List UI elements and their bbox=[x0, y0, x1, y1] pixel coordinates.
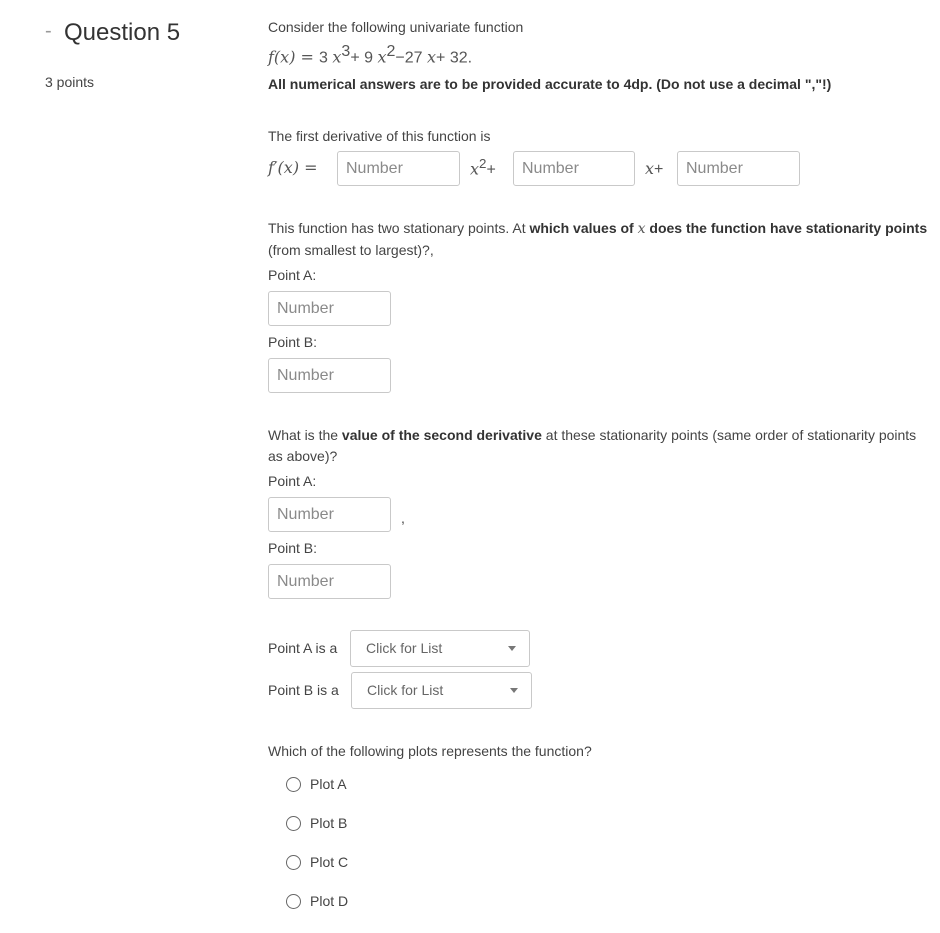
derivative-prompt: The first derivative of this function is bbox=[268, 128, 491, 144]
second-derivative-point-b-input[interactable] bbox=[268, 564, 391, 599]
plot-b-radio[interactable] bbox=[286, 816, 301, 831]
derivative-constant-input[interactable] bbox=[677, 151, 800, 186]
op-2: − bbox=[395, 49, 405, 67]
coef-2: 9 bbox=[364, 49, 374, 67]
derivative-coef-x-input[interactable] bbox=[513, 151, 635, 186]
function-formula bbox=[268, 43, 472, 67]
function-lhs: f(x) = bbox=[268, 47, 320, 67]
accuracy-note: All numerical answers are to be provided accurate to 4dp. (Do not use a decimal ","!) bbox=[268, 76, 832, 92]
coef-1: 27 bbox=[404, 49, 423, 67]
second-derivative-point-a-label: Point A: bbox=[268, 473, 317, 489]
derivative-term-x2 bbox=[470, 156, 496, 179]
stationary-point-b-input[interactable] bbox=[268, 358, 391, 393]
stationary-prompt-post: (from smallest to largest)?, bbox=[268, 242, 434, 258]
derivative-plus-1: + bbox=[486, 161, 496, 179]
classification-point-a-label: Point A is a bbox=[268, 640, 338, 656]
derivative-plus-2: + bbox=[654, 161, 664, 178]
chevron-down-icon bbox=[510, 688, 518, 693]
stationary-prompt-var: x bbox=[637, 221, 646, 237]
var-2: x bbox=[377, 47, 387, 67]
chevron-down-icon bbox=[508, 646, 516, 651]
derivative-term-x bbox=[645, 159, 663, 179]
stationary-point-b-label: Point B: bbox=[268, 334, 318, 350]
classification-point-b-label: Point B is a bbox=[268, 682, 339, 698]
second-derivative-separator: , bbox=[401, 510, 405, 526]
derivative-coef-x2-input[interactable] bbox=[337, 151, 460, 186]
stationary-prompt-bold2: does the function have stationarity points bbox=[645, 220, 928, 236]
plot-c-radio[interactable] bbox=[286, 855, 301, 870]
plots-prompt: Which of the following plots represents the function? bbox=[268, 743, 592, 759]
second-derivative-prompt-post: at these stationarity points (same order of stationarity points as above)? bbox=[268, 427, 917, 464]
plot-d-label[interactable]: Plot D bbox=[310, 893, 349, 909]
derivative-exp-2: 2 bbox=[479, 156, 487, 171]
plot-c-label[interactable]: Plot C bbox=[310, 854, 349, 870]
op-3: + bbox=[436, 49, 446, 67]
plot-b-label[interactable]: Plot B bbox=[310, 815, 348, 831]
classification-point-a-value: Click for List bbox=[366, 640, 443, 656]
exp-3: 3 bbox=[341, 43, 351, 60]
coef-0: 32. bbox=[449, 49, 473, 67]
second-derivative-point-b-label: Point B: bbox=[268, 540, 318, 556]
classification-point-a-select[interactable] bbox=[350, 630, 530, 667]
second-derivative-point-a-input[interactable] bbox=[268, 497, 391, 532]
op-1: + bbox=[350, 49, 360, 67]
classification-point-b-value: Click for List bbox=[367, 682, 444, 698]
plot-a-label[interactable]: Plot A bbox=[310, 776, 347, 792]
collapse-dash[interactable]: - bbox=[45, 20, 52, 42]
stationary-point-a-label: Point A: bbox=[268, 267, 317, 283]
derivative-var-x2: x bbox=[470, 159, 480, 179]
stationary-prompt-pre: This function has two stationary points. At bbox=[268, 220, 530, 236]
plot-d-radio[interactable] bbox=[286, 894, 301, 909]
second-derivative-prompt-bold: value of the second derivative bbox=[341, 427, 542, 443]
stationary-point-a-input[interactable] bbox=[268, 291, 391, 326]
derivative-var-x: x bbox=[645, 159, 655, 178]
stationary-prompt-bold1: which values of bbox=[529, 220, 638, 236]
plot-a-radio[interactable] bbox=[286, 777, 301, 792]
question-title: Question 5 bbox=[64, 19, 181, 46]
intro-text: Consider the following univariate function bbox=[268, 19, 524, 35]
second-derivative-prompt bbox=[268, 425, 928, 467]
var-3: x bbox=[332, 47, 342, 67]
second-derivative-prompt-pre: What is the bbox=[268, 427, 342, 443]
coef-3: 3 bbox=[319, 49, 328, 67]
question-points: 3 points bbox=[45, 74, 95, 90]
var-1: x bbox=[427, 47, 437, 67]
stationary-prompt bbox=[268, 218, 928, 261]
derivative-lhs: f′(x) = bbox=[268, 158, 318, 177]
exp-2: 2 bbox=[386, 43, 396, 60]
classification-point-b-select[interactable] bbox=[351, 672, 532, 709]
